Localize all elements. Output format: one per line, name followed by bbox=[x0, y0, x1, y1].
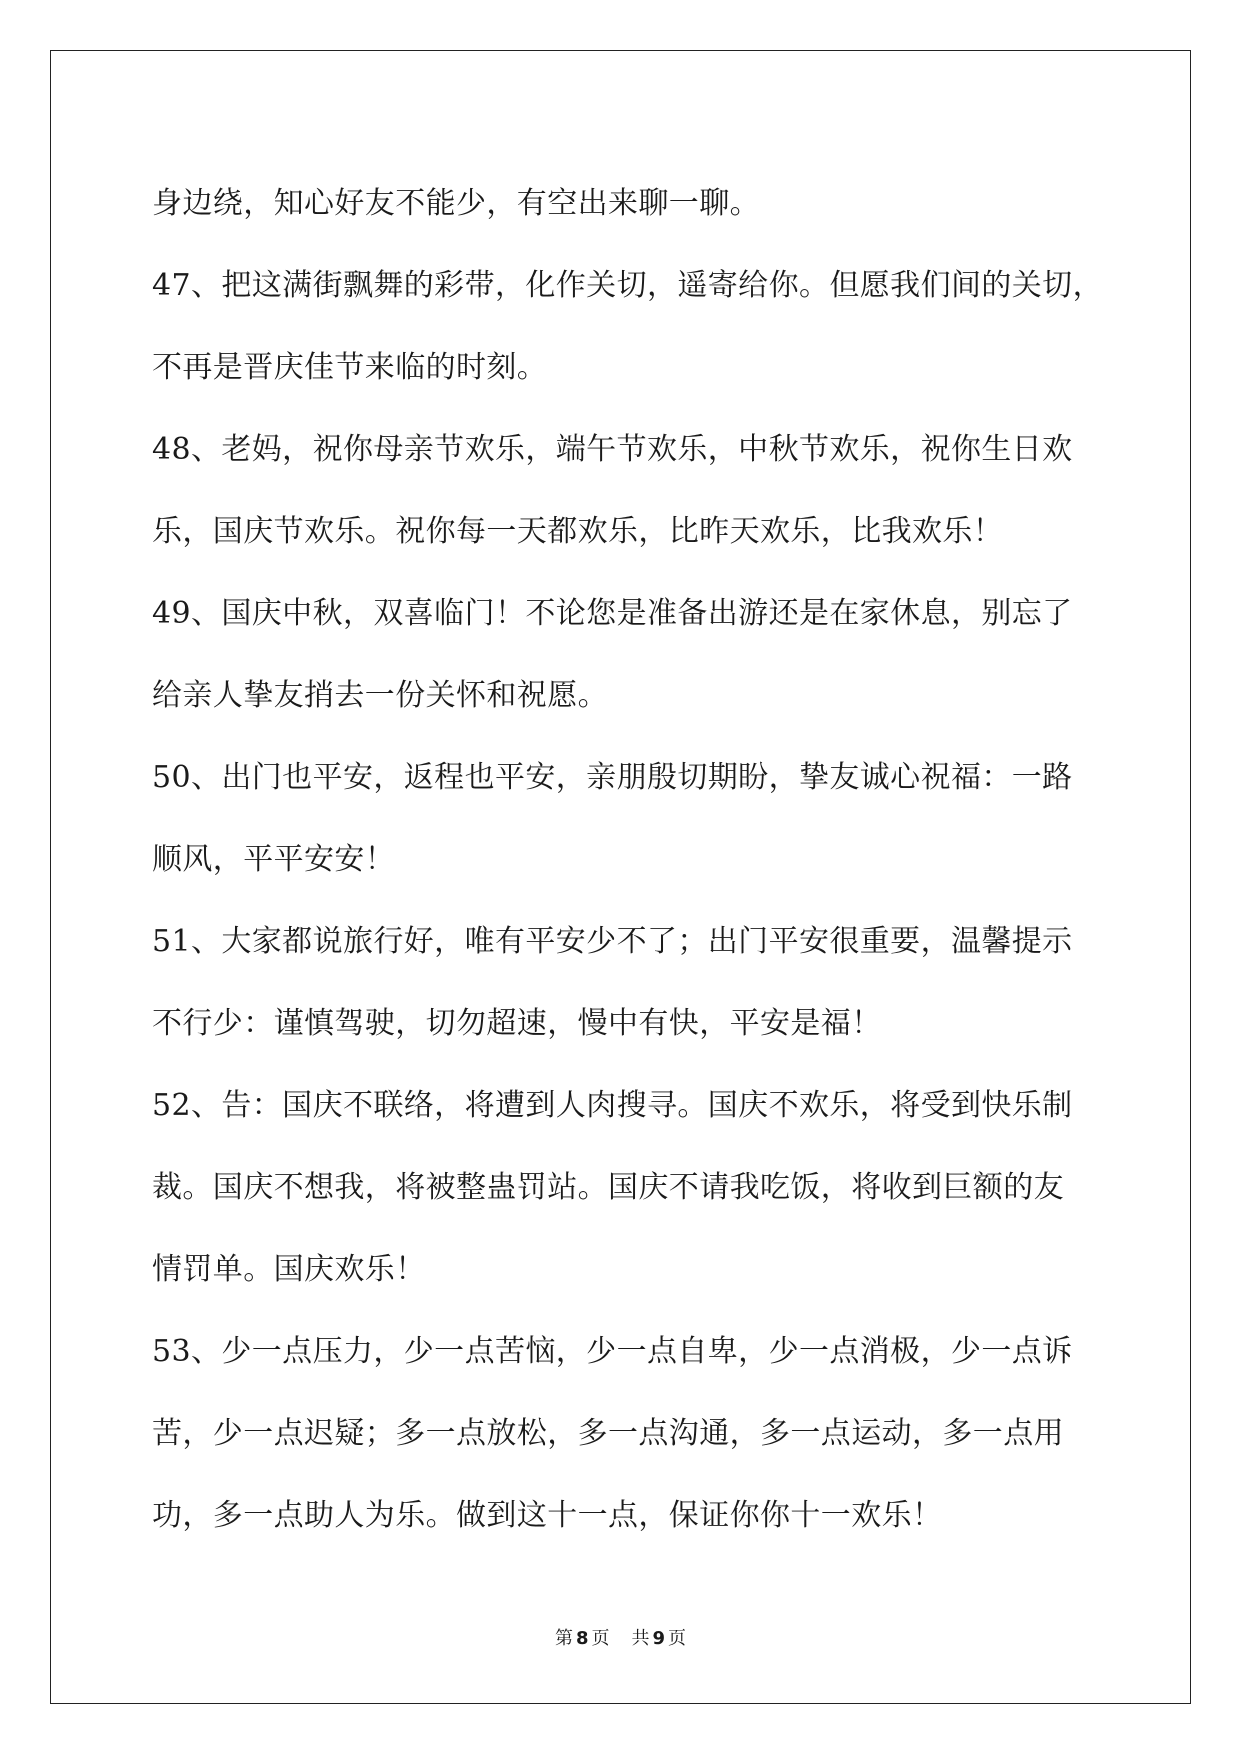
text-line: 给亲人挚友捎去一份关怀和祝愿。 bbox=[152, 678, 608, 713]
text-line: 功，多一点助人为乐。做到这十一点，保证你你十一欢乐！ bbox=[152, 1498, 943, 1533]
text-line: 身边绕，知心好友不能少，有空出来聊一聊。 bbox=[152, 186, 760, 221]
text-line: 顺风，平平安安！ bbox=[152, 842, 396, 877]
text-line: 49、国庆中秋，双喜临门！不论您是准备出游还是在家休息，别忘了 bbox=[152, 596, 1073, 631]
text-line: 50、出门也平安，返程也平安，亲朋殷切期盼，挚友诚心祝福：一路 bbox=[152, 760, 1073, 795]
total-prefix: 共 bbox=[631, 1628, 650, 1649]
page-footer bbox=[0, 1627, 1241, 1651]
text-line: 47、把这满街飘舞的彩带，化作关切，遥寄给你。但愿我们间的关切， bbox=[152, 268, 1103, 303]
text-line: 裁。国庆不想我，将被整蛊罚站。国庆不请我吃饭，将收到巨额的友 bbox=[152, 1170, 1064, 1205]
page-number: 8 bbox=[575, 1628, 589, 1649]
text-line: 53、少一点压力，少一点苦恼，少一点自卑，少一点消极，少一点诉 bbox=[152, 1334, 1073, 1369]
text-line: 52、告：国庆不联络，将遭到人肉搜寻。国庆不欢乐，将受到快乐制 bbox=[152, 1088, 1073, 1123]
text-line: 情罚单。国庆欢乐！ bbox=[152, 1252, 426, 1287]
total-pages: 9 bbox=[652, 1628, 666, 1649]
total-suffix: 页 bbox=[668, 1628, 687, 1649]
document-body bbox=[152, 163, 1112, 1557]
page-suffix: 页 bbox=[591, 1628, 610, 1649]
text-line: 51、大家都说旅行好，唯有平安少不了；出门平安很重要，温馨提示 bbox=[152, 924, 1073, 959]
text-line: 不再是晋庆佳节来临的时刻。 bbox=[152, 350, 548, 385]
page-prefix: 第 bbox=[554, 1628, 573, 1649]
text-line: 苦，少一点迟疑；多一点放松，多一点沟通，多一点运动，多一点用 bbox=[152, 1416, 1064, 1451]
text-line: 乐，国庆节欢乐。祝你每一天都欢乐，比昨天欢乐，比我欢乐！ bbox=[152, 514, 1004, 549]
text-line: 不行少：谨慎驾驶，切勿超速，慢中有快，平安是福！ bbox=[152, 1006, 882, 1041]
text-line: 48、老妈，祝你母亲节欢乐，端午节欢乐，中秋节欢乐，祝你生日欢 bbox=[152, 432, 1073, 467]
